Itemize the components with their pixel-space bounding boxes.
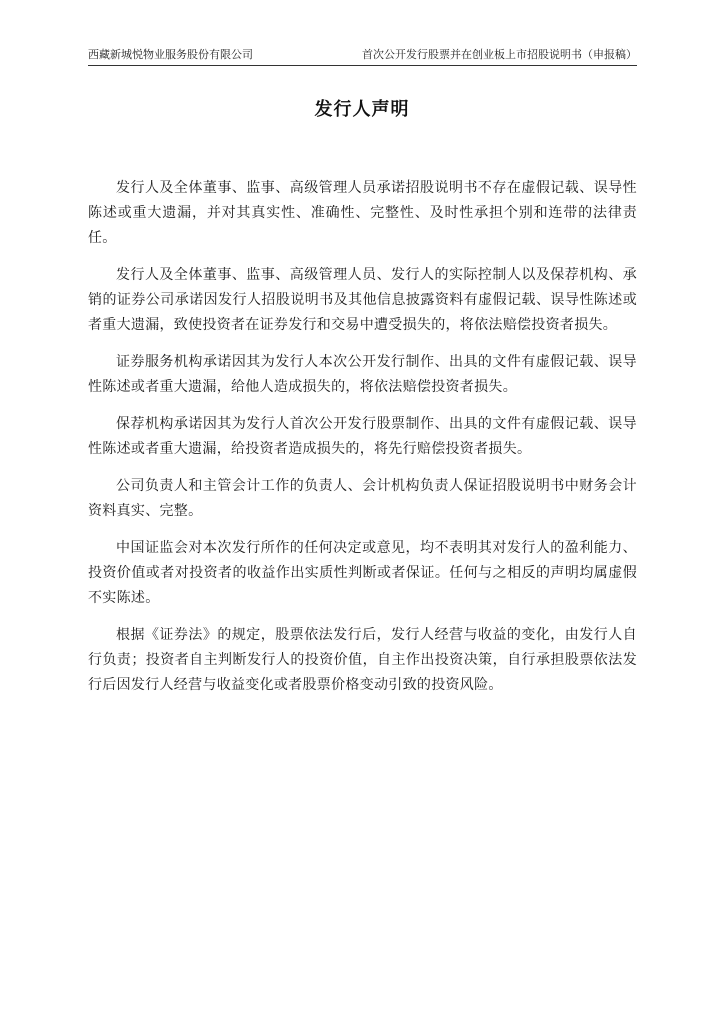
statement-paragraph: 发行人及全体董事、监事、高级管理人员承诺招股说明书不存在虚假记载、误导性陈述或重大遗漏，并对其真实性、准确性、完整性、及时性承担个别和连带的法律责任。 <box>88 180 637 246</box>
statement-paragraph: 发行人及全体董事、监事、高级管理人员、发行人的实际控制人以及保荐机构、承销的证券公司承诺因发行人招股说明书及其他信息披露资料有虚假记载、误导性陈述或者重大遗漏，致使投资者在证券发行和交易中遭受损失的，将依法赔偿投资者损失。 <box>88 267 637 333</box>
header-company-name: 西藏新城悦物业服务股份有限公司 <box>88 48 253 61</box>
statement-paragraph: 公司负责人和主管会计工作的负责人、会计机构负责人保证招股说明书中财务会计资料真实、完整。 <box>88 478 637 519</box>
header-document-title: 首次公开发行股票并在创业板上市招股说明书（申报稿） <box>362 48 637 61</box>
statement-body <box>88 176 637 710</box>
page-header <box>88 46 637 64</box>
statement-paragraph: 中国证监会对本次发行所作的任何决定或意见，均不表明其对发行人的盈利能力、投资价值或者对投资者的收益作出实质性判断或者保证。任何与之相反的声明均属虚假不实陈述。 <box>88 540 637 606</box>
statement-paragraph: 保荐机构承诺因其为发行人首次公开发行股票制作、出具的文件有虚假记载、误导性陈述或者重大遗漏，给投资者造成损失的，将先行赔偿投资者损失。 <box>88 416 637 457</box>
statement-paragraph: 证券服务机构承诺因其为发行人本次公开发行制作、出具的文件有虚假记载、误导性陈述或者重大遗漏，给他人造成损失的，将依法赔偿投资者损失。 <box>88 354 637 395</box>
statement-paragraph: 根据《证券法》的规定，股票依法发行后，发行人经营与收益的变化，由发行人自行负责；投资者自主判断发行人的投资价值，自主作出投资决策，自行承担股票依法发行后因发行人经营与收益变化或者股票价格变动引致的投资风险。 <box>88 627 637 693</box>
header-divider <box>88 65 637 66</box>
page-title: 发行人声明 <box>314 99 410 120</box>
